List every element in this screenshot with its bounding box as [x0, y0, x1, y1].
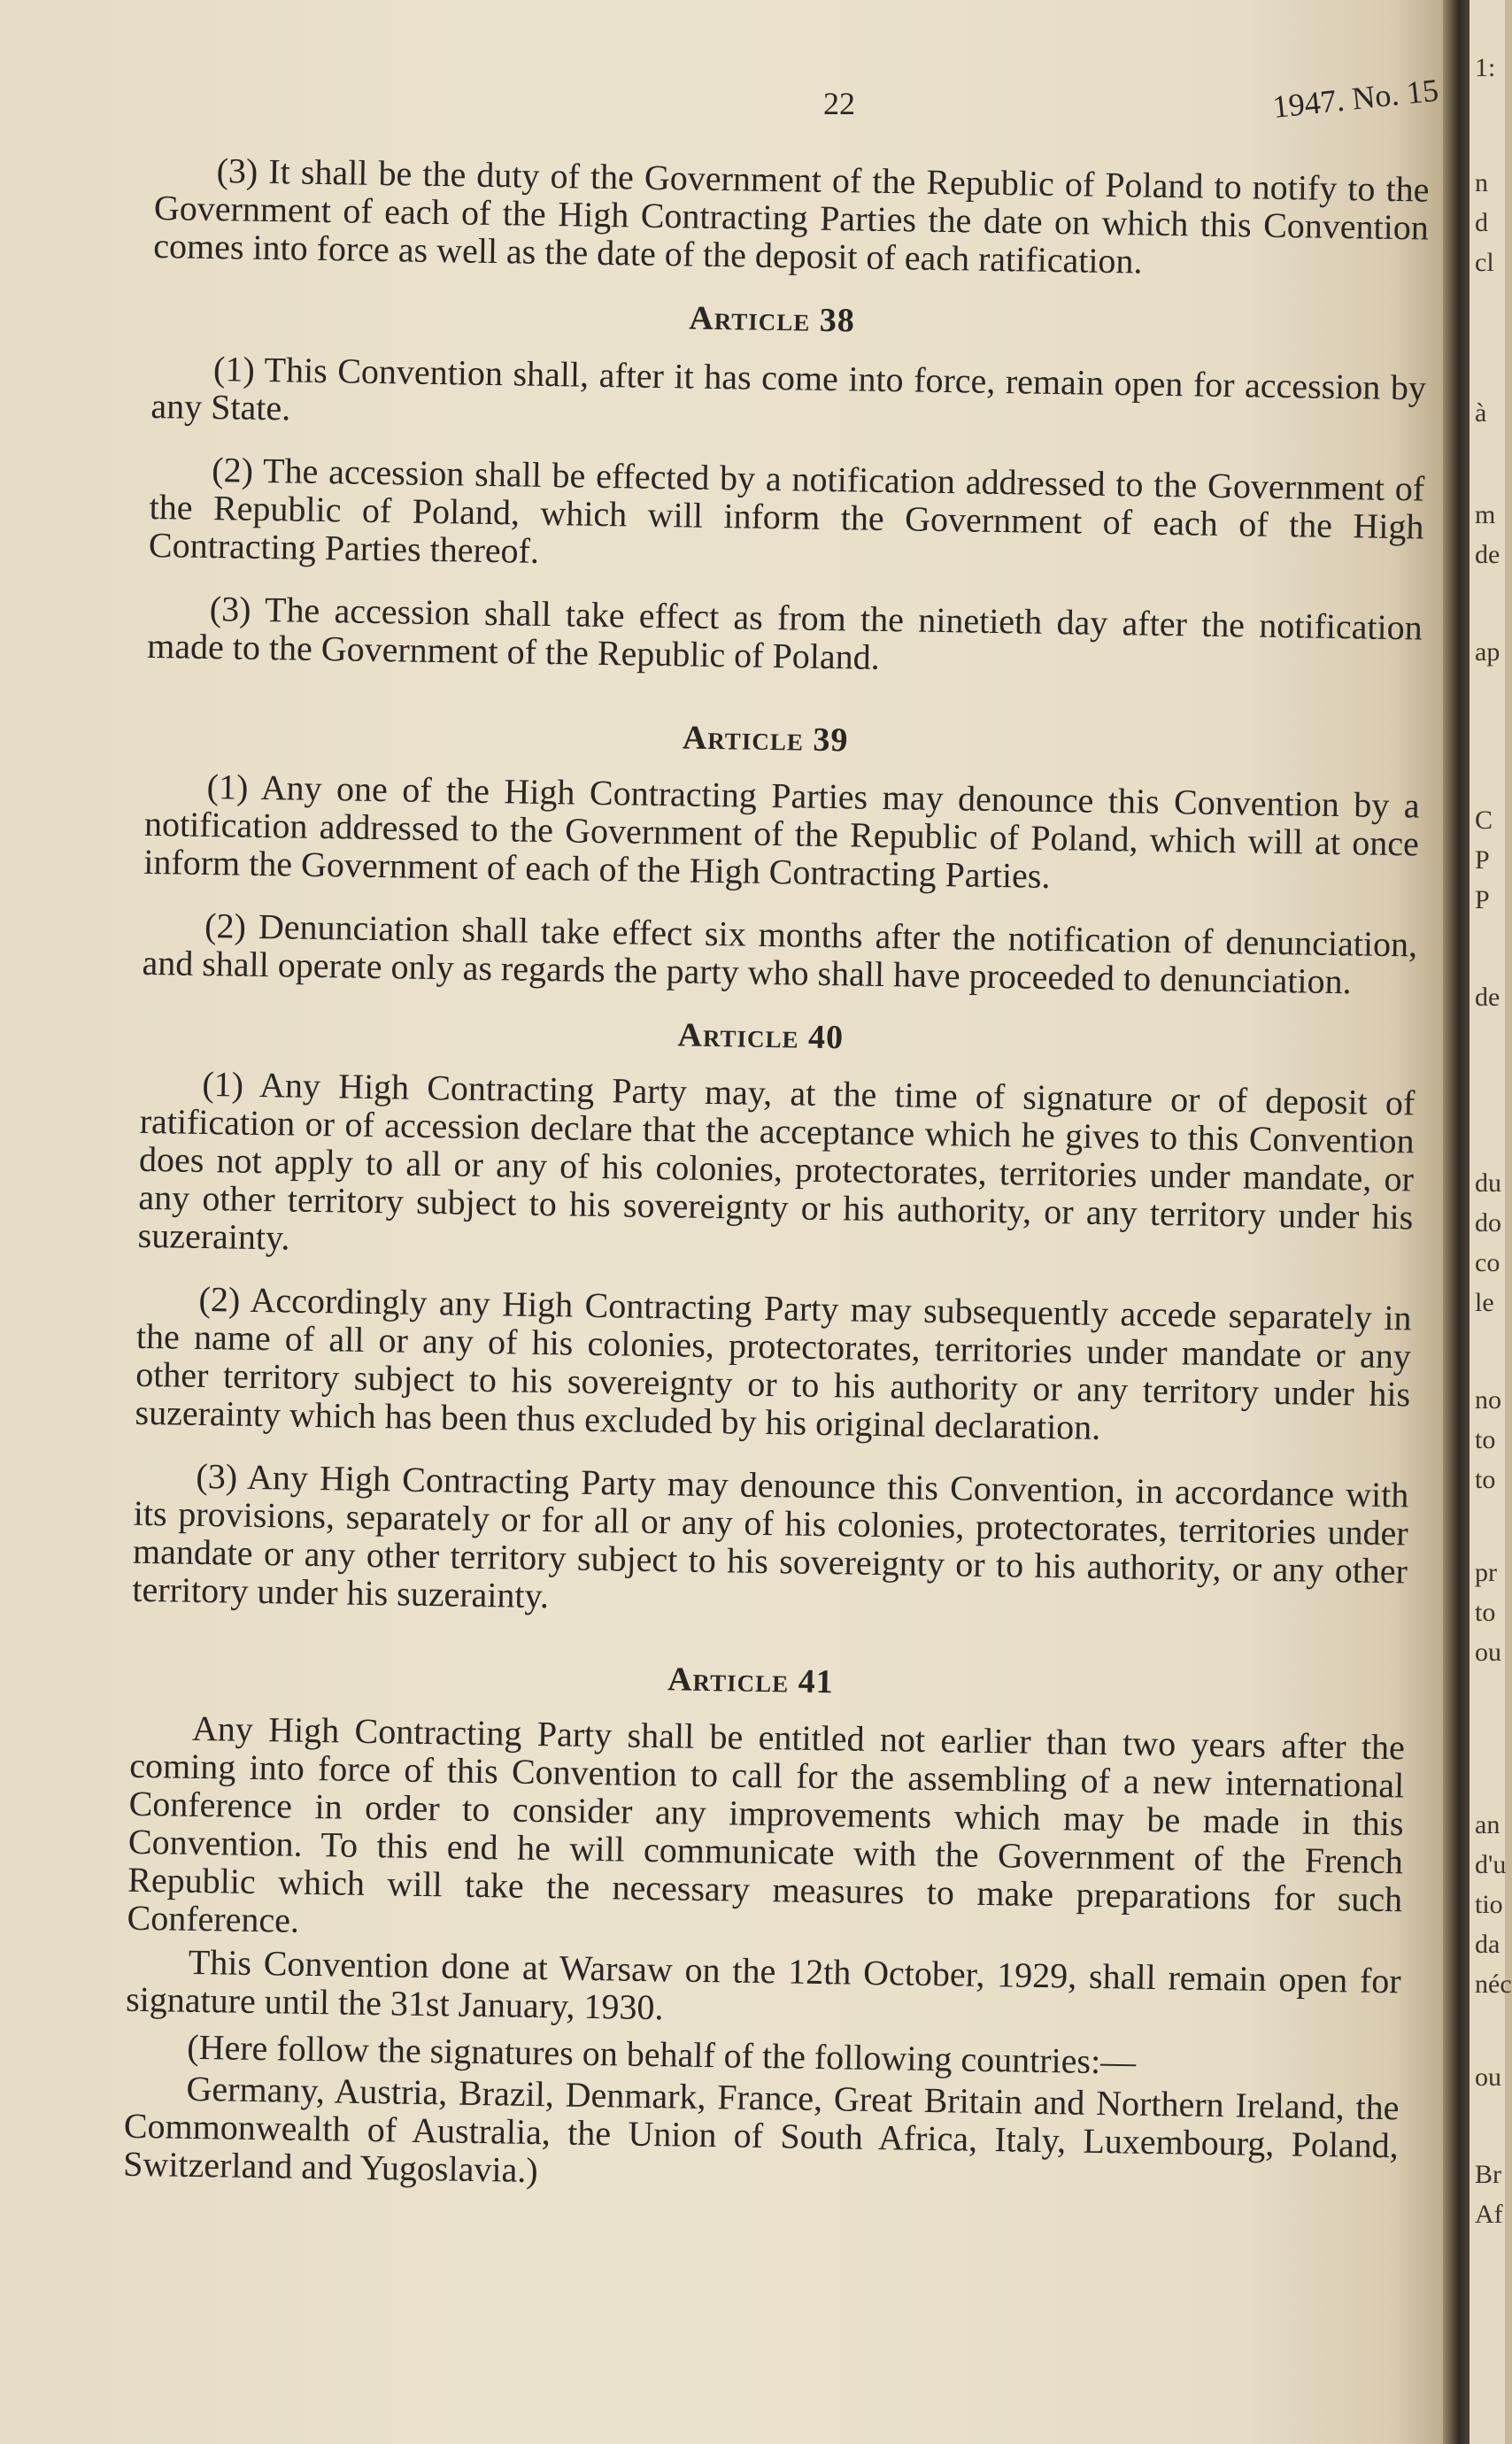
- next-page-fragment: néc: [1475, 1970, 1512, 1999]
- paragraph-41-1: Any High Contracting Party shall be entitled not earlier than two years after the coming into force of this Convention to call for the assembling of a new international Conference in order to consider any improvements which may be made in this Convention. To this end he will communicate with the Government of the French Republic which will take the necessary measures to make preparations for such Conference.: [127, 1708, 1406, 1940]
- next-page-fragment: du: [1475, 1168, 1501, 1198]
- paragraph-38-3: (3) The accession shall take effect as from the ninetieth day after the notification made to the Government of the Republic of Poland.: [146, 589, 1423, 677]
- paragraph-40-3: (3) Any High Contracting Party may denounce this Convention, in accordance with its provisions, separately or for all or any of his colonies, protectorates, territories under mandate or any other territory subject to his sovereignty or to his authority, or any other territory under his suzerainty.: [132, 1455, 1409, 1616]
- paragraph-41-4: Germany, Austria, Brazil, Denmark, France, Great Britain and Northern Ireland, the Commonwealth of Australia, the Union of South Africa, Italy, Luxembourg, Poland, Switzerland and Yugoslavia.): [122, 2068, 1400, 2191]
- next-page-fragment: an: [1475, 1810, 1500, 1839]
- article-41-heading: Article 41: [667, 1661, 835, 1701]
- paragraph-38-2: (2) The accession shall be effected by a notification addressed to the Government of the Republic of Poland, which will inform the Government of each of the High Contracting Parties thereof.: [148, 450, 1425, 571]
- article-39-heading: Article 39: [682, 719, 849, 759]
- next-page-fragment: to: [1475, 1465, 1496, 1494]
- paragraph-41-3: (Here follow the signatures on behalf of the following countries:—: [187, 2026, 1137, 2082]
- next-page-fragment: P: [1475, 885, 1490, 914]
- next-page-fragment: pr: [1475, 1558, 1497, 1587]
- next-page-fragment: do: [1475, 1208, 1501, 1237]
- book-gutter: [1443, 0, 1470, 2444]
- next-page-fragment: co: [1475, 1248, 1500, 1277]
- next-page-fragment: da: [1475, 1930, 1500, 1959]
- paragraph-39-2: (2) Denunciation shall take effect six months after the notification of denunciation, and shall operate only as regards the party who shall have proceeded to denunciation.: [142, 905, 1418, 1002]
- next-page-fragment: tio: [1475, 1890, 1503, 1919]
- article-38-heading: Article 38: [689, 299, 856, 340]
- next-page-fragment: le: [1475, 1288, 1494, 1317]
- article-40-heading: Article 40: [677, 1016, 845, 1057]
- next-page-fragment: Af: [1475, 2200, 1503, 2229]
- next-page-fragment: n: [1475, 168, 1488, 197]
- next-page-fragment: d: [1475, 208, 1488, 237]
- page-number: 22: [823, 86, 855, 121]
- paragraph-40-1: (1) Any High Contracting Party may, at the time of signature or of deposit of ratification or of accession declare that the acceptance which he gives to this Convention does not apply to all or any of his colonies, protectorates, territories under mandate, or any other territory subject to his sovereignty or his authority, or any territory under his suzerainty.: [137, 1063, 1416, 1258]
- next-page-fragment: de: [1475, 540, 1500, 569]
- next-page-fragment: Br: [1475, 2160, 1501, 2189]
- next-page-fragment: cl: [1475, 248, 1494, 277]
- year-number-label: 1947. No. 15: [1270, 72, 1440, 126]
- next-page-fragment: ap: [1475, 637, 1500, 667]
- next-page-fragment: ou: [1475, 1638, 1501, 1667]
- next-page-fragment: à: [1475, 398, 1487, 428]
- next-page-fragment: no: [1475, 1385, 1501, 1415]
- paragraph-41-2: This Convention done at Warsaw on the 12th October, 1929, shall remain open for signature until the 31st January, 1930.: [125, 1941, 1402, 2028]
- paragraph-40-2: (2) Accordingly any High Contracting Party may subsequently accede separately in the name of all or any of his colonies, protectorates, territories under mandate or any other territory subject to his sovereignty or to his authority or any territory under his suzerainty which has been thus excluded by his original declaration.: [135, 1278, 1412, 1447]
- next-page-fragment: ou: [1475, 2062, 1501, 2092]
- paragraph-37-3: (3) It shall be the duty of the Government of the Republic of Poland to notify to the Government of each of the High Contracting Parties the date on which this Convention comes into force as well as the date of the deposit of each ratification.: [152, 150, 1430, 281]
- next-page-fragment: C: [1475, 806, 1493, 835]
- next-page-fragment: to: [1475, 1425, 1496, 1454]
- paragraph-39-1: (1) Any one of the High Contracting Parties may denounce this Convention by a notification addressed to the Government of the Republic of Poland, which will at once inform the Government of each of the High Contracting Parties.: [143, 767, 1420, 896]
- paragraph-38-1: (1) This Convention shall, after it has come into force, remain open for accession by any State.: [150, 349, 1427, 428]
- next-page-fragment: de: [1475, 983, 1500, 1012]
- next-page-edge: [1470, 0, 1512, 2444]
- next-page-fragment: m: [1475, 500, 1496, 529]
- document-body: [123, 150, 1430, 2202]
- next-page-fragment: P: [1475, 845, 1490, 875]
- next-page-fragment: to: [1475, 1598, 1496, 1627]
- next-page-fragment: 1:: [1475, 53, 1496, 82]
- next-page-fragment: d'u: [1475, 1850, 1507, 1879]
